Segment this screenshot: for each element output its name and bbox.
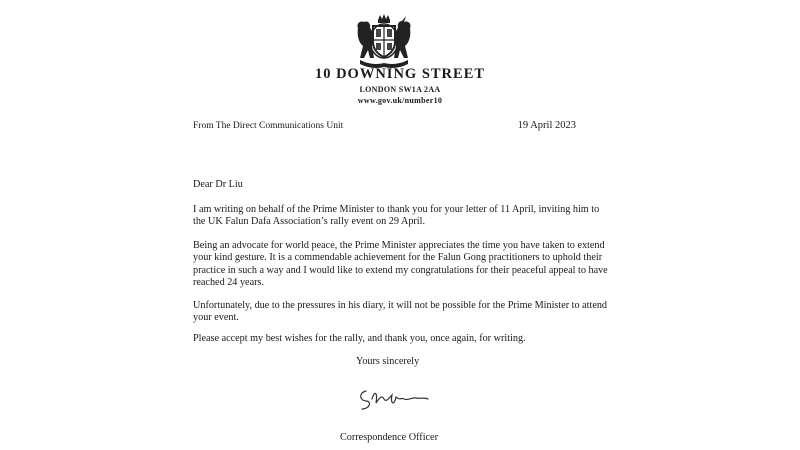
salutation: Dear Dr Liu [193,179,243,190]
letterhead-address: LONDON SW1A 2AA [359,85,441,94]
letter-date: 19 April 2023 [517,120,576,131]
closing: Yours sincerely [356,356,420,367]
royal-coat-of-arms-icon [352,14,416,70]
signatory-role: Correspondence Officer [340,432,438,443]
paragraph-2: Being an advocate for world peace, the Prime Minister appreciates the time you have taken to extend your kind gesture. It is a commendable achievement for the Falun Gong practitioners to uphold their practice in such a way and I would like to extend my congratulations for their peaceful appeal to have reached 24 years. [193,240,608,289]
paragraph-1: I am writing on behalf of the Prime Minister to thank you for your letter of 11 April, inviting him to the UK Falun Dafa Association’s rally event on 29 April. [193,204,600,228]
letterhead-website: www.gov.uk/number10 [357,96,443,105]
paragraph-4: Please accept my best wishes for the rally, and thank you, once again, for writing. [193,333,526,344]
handwritten-signature-icon [356,383,434,413]
letterhead-title: 10 DOWNING STREET [314,66,486,82]
sender-unit: From The Direct Communications Unit [193,121,344,131]
paragraph-3: Unfortunately, due to the pressures in his diary, it will not be possible for the Prime Minister to attend your event. [193,300,608,324]
